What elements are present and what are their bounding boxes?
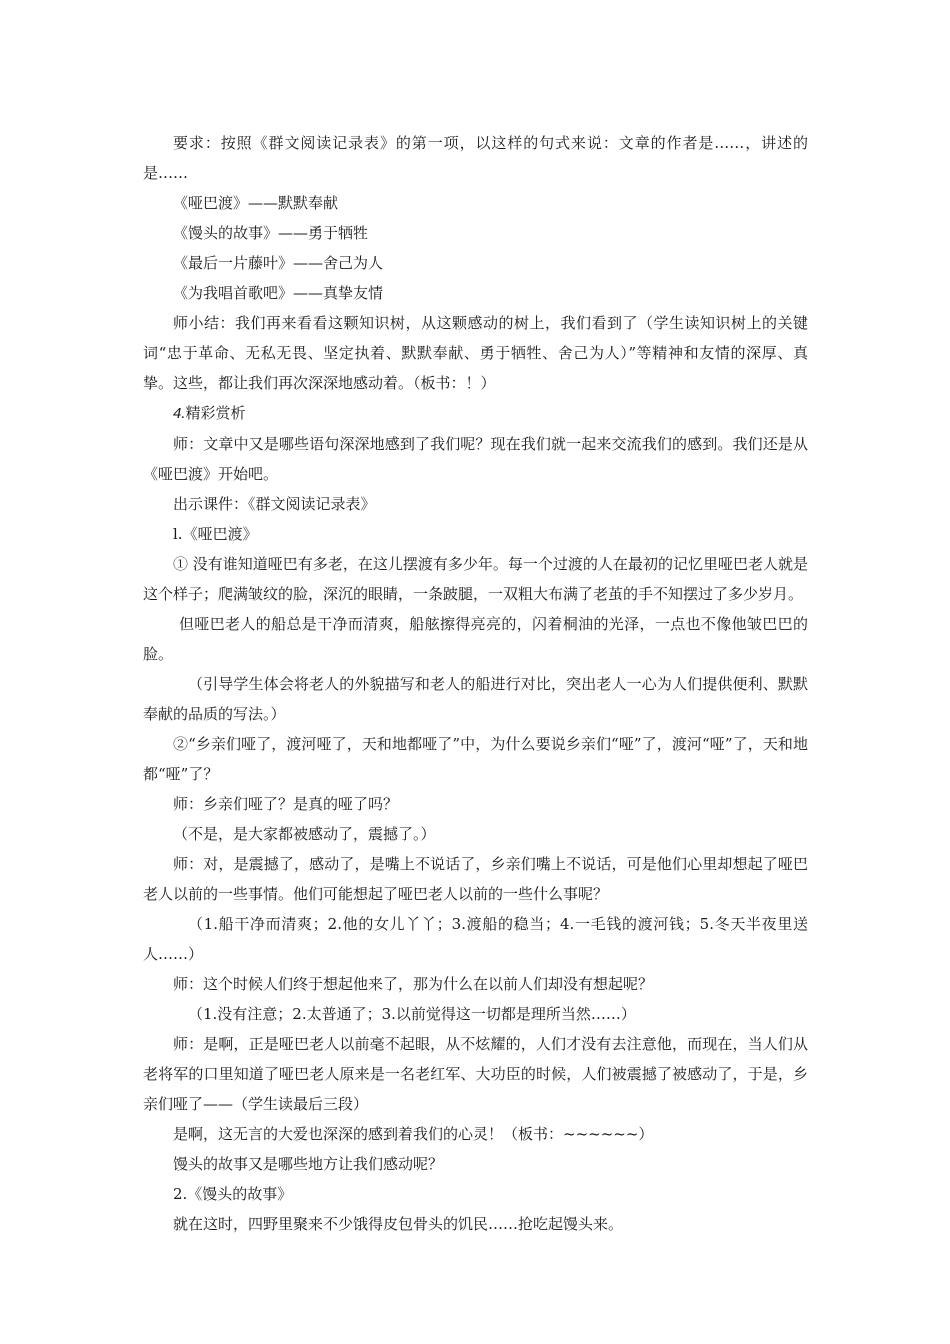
paragraph-courseware: 出示课件：《群文阅读记录表》 bbox=[173, 495, 376, 513]
paragraph-teacher-summary: 师小结：我们再来看看这颗知识树，从这颗感动的树上，我们看到了（学生读知识树上的关键词“忠于革命、无私无畏、坚定执着、默默奉献、勇于牺牲、舍己为人）”等精神和友情的深厚、真挚。这些，都让我们再次深深地感动着。（板书：！） bbox=[143, 314, 808, 392]
subsection-heading-mantou: 2.《馒头的故事》 bbox=[173, 1185, 293, 1203]
paragraph-quote-1: ① 没有谁知道哑巴有多老，在这儿摆渡有多少年。每一个过渡的人在最初的记忆里哑巴老人就是这个样子；爬满皱纹的脸，深沉的眼睛，一条跛腿，一双粗大布满了老茧的手不知摆过了多少岁月。 bbox=[143, 555, 808, 603]
section-number: 4. bbox=[173, 405, 186, 422]
paragraph-teacher-explain: 师：是啊，正是哑巴老人以前毫不起眼，从不炫耀的，人们才没有去注意他，而现在，当人们从老将军的口里知道了哑巴老人原来是一名老红军、大功臣的时候，人们被震撼了被感动了，于是，乡亲们哑了——（学生读最后三段） bbox=[143, 1035, 808, 1113]
paragraph-big-love: 是啊，这无言的大爱也深深的感到着我们的心灵！（板书：~~~~~~） bbox=[173, 1125, 654, 1143]
paragraph-quote-2: ②“乡亲们哑了，渡河哑了，天和地都哑了”中，为什么要说乡亲们“哑”了，渡河“哑”了，天和地都“哑”了？ bbox=[143, 735, 808, 783]
paragraph-summary-yabadu: 《哑巴渡》——默默奉献 bbox=[173, 194, 339, 212]
paragraph-teacher-response: 师：对，是震撼了，感动了，是嘴上不说话了，乡亲们嘴上不说话，可是他们心里却想起了哑巴老人以前的一些事情。他们可能想起了哑巴老人以前的一些什么事呢？ bbox=[143, 855, 808, 903]
paragraph-teacher-question: 师：乡亲们哑了？是真的哑了吗？ bbox=[173, 795, 399, 813]
paragraph-answer-list: （1.船干净而清爽；2.他的女儿丫丫；3.渡船的稳当；4.一毛钱的渡河钱；5.冬天半夜里送人……） bbox=[143, 915, 808, 963]
subsection-heading-yabadu: l.《哑巴渡》 bbox=[173, 525, 258, 543]
paragraph-requirement: 要求：按照《群文阅读记录表》的第一项，以这样的句式来说：文章的作者是……，讲述的是…… bbox=[143, 134, 808, 182]
paragraph-summary-gesong: 《为我唱首歌吧》——真挚友情 bbox=[173, 284, 384, 302]
paragraph-quote-mantou: 就在这时，四野里聚来不少饿得皮包骨头的饥民……抢吃起馒头来。 bbox=[173, 1215, 624, 1233]
paragraph-guide-note: （引导学生体会将老人的外貌描写和老人的船进行对比，突出老人一心为人们提供便利、默默奉献的品质的写法。） bbox=[143, 675, 808, 723]
paragraph-teacher-question-2: 师：这个时候人们终于想起他来了，那为什么在以前人们却没有想起呢？ bbox=[173, 975, 654, 993]
document-body bbox=[143, 128, 808, 1239]
paragraph-summary-mantou: 《馒头的故事》——勇于牺牲 bbox=[173, 224, 369, 242]
section-heading-appreciation bbox=[143, 398, 808, 429]
paragraph-student-answer: （不是，是大家都被感动了，震撼了。） bbox=[173, 825, 436, 843]
paragraph-teacher-intro: 师：文章中又是哪些语句深深地感到了我们呢？现在我们就一起来交流我们的感到。我们还是从《哑巴渡》开始吧。 bbox=[143, 435, 808, 483]
paragraph-quote-boat: 但哑巴老人的船总是干净而清爽，船舷擦得亮亮的，闪着桐油的光泽，一点也不像他皱巴巴的脸。 bbox=[143, 615, 808, 663]
section-title: 精彩赏析 bbox=[185, 404, 246, 422]
paragraph-answer-list-2: （1.没有注意；2.太普通了；3.以前觉得这一切都是理所当然……） bbox=[188, 1005, 636, 1023]
paragraph-transition: 馒头的故事又是哪些地方让我们感动呢？ bbox=[173, 1155, 444, 1173]
paragraph-summary-tengye: 《最后一片藤叶》——舍己为人 bbox=[173, 254, 384, 272]
